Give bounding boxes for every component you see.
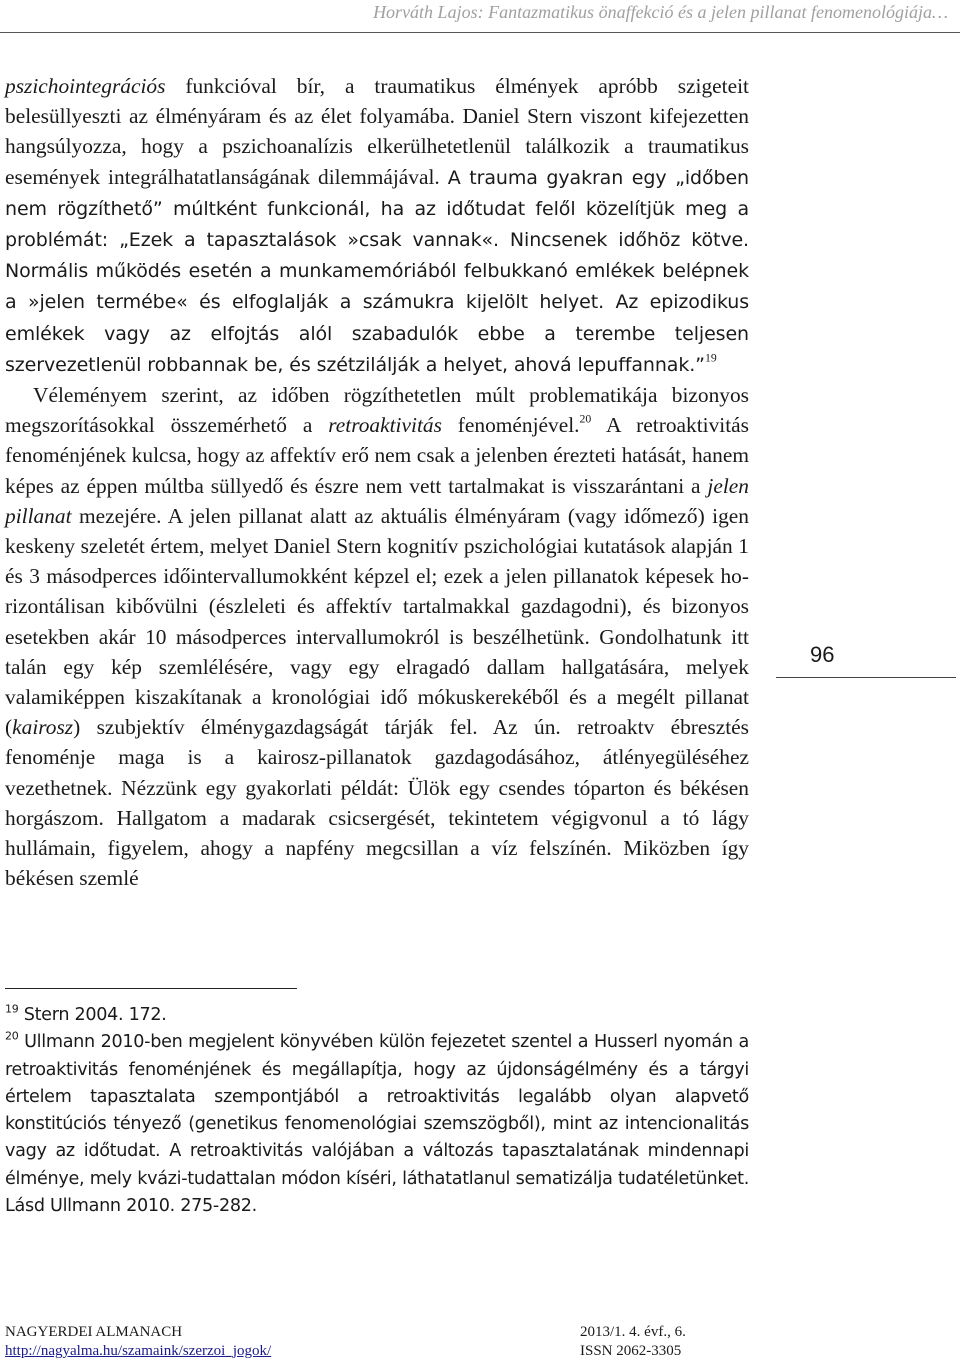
footnote-ref-19[interactable]: 19 bbox=[704, 351, 717, 365]
text-span: funkcióval bír, a traumatikus élmények apróbb szigeteit belesüllyeszti az élményáram és az élet folyamába. Daniel Stern viszont kifejezetten hangsúlyozza, hogy a pszichoanalízis elkerülhetetlenül találkozik a traumatikus események integrálhatatlanságának dilemmájával. bbox=[5, 74, 749, 189]
italic-term: pszichointegrációs bbox=[5, 74, 166, 98]
italic-term: retroaktivitás bbox=[328, 413, 442, 438]
footnote-19 bbox=[5, 1002, 749, 1029]
paragraph-1 bbox=[5, 71, 749, 380]
journal-link[interactable]: http://nagyalma.hu/szamaink/szerzoi_jogok/ bbox=[5, 1343, 272, 1359]
footnote-divider bbox=[5, 988, 297, 989]
footnote-text: Stern 2004. 172. bbox=[23, 1005, 167, 1025]
body-text bbox=[5, 71, 749, 893]
quotation-span: Normális működés esetén a munkamemóriából felbukkanó emlékek belépnek a »jelen termébe« és elfoglalják a számukra kijelölt helyet. bbox=[5, 260, 749, 314]
quotation-span: A trauma gyakran egy „időben nem rögzíthető” múltként funkcionál, ha az időtudat felől közelítjük meg a problémát: „Ezek a tapasztalások »csak vannak«. Nincsenek időhöz kötve. bbox=[5, 166, 749, 252]
text-span: A retroaktivitás fenoménjének kulcsa, hogy az affektív erő nem csak a jelenben érezteti hatását, hanem képes az éppen múltba süllyedő és észre nem vett tartalmakat is visszarántani a bbox=[5, 413, 750, 498]
page-number: 96 bbox=[810, 642, 835, 667]
text-span: fenoménjével. bbox=[441, 413, 580, 438]
footnote-text: Ullmann 2010-ben megjelent könyvében külön fejezetet szentel a Husserl nyomán a retroaktivitás fenoménjének és megállapítja, hogy az újdonságélmény és a tárgyi értelem tapasztalata szempontjából a retroaktivitás legalább olyan alapvető konstitúciós tényező (genetikus fenomenológiai szemszögből), mint az intencionalitás vagy az időtudat. A retroaktivitás valójában a változás tapasztalatának mindennapi élménye, mely kvázi-tudattalan módon kíséri, láthatatlanul sematizálja tudatéletünket. Lásd Ullmann 2010. 275-282. bbox=[5, 1032, 749, 1217]
issue-info: 2013/1. 4. évf., 6. bbox=[580, 1324, 686, 1340]
text-span: ) szubjektív élménygazdagságát tárják fel. Az ún. retroaktv ébresztés fenoménje maga is a kairosz-pillanatok gazdagodásához, átlényegüléséhez vezethetnek. Nézzünk egy gyakorlati példát: Ülök egy csendes tóparton és békésen horgászom. Hallgatom a madarak csicsergését, tekintetem végigvonul a tó lágy hullámain, figyelem, ahogy a napfény megcsillan a víz felszínén. Miközben így békésen szemlé bbox=[5, 715, 749, 891]
italic-term: jelen pillanat bbox=[5, 473, 749, 528]
footnote-ref-20[interactable]: 20 bbox=[579, 412, 592, 426]
paragraph-2 bbox=[5, 380, 749, 893]
running-header: Horváth Lajos: Fantazmatikus önaffekció és a jelen pillanat fenomenológiája… bbox=[373, 2, 948, 22]
journal-name: NAGYERDEI ALMANACH bbox=[5, 1324, 183, 1340]
text-span: Véleményem szerint, az időben rögzíthetetlen múlt problematikája bizonyos megszorításokkal összemérhető a bbox=[5, 383, 749, 438]
italic-term: kairosz bbox=[12, 715, 74, 740]
footnote-mark: 20 bbox=[5, 1029, 19, 1043]
footnotes bbox=[5, 1002, 749, 1220]
footnote-20 bbox=[5, 1029, 749, 1220]
issn: ISSN 2062-3305 bbox=[580, 1343, 682, 1359]
header-divider bbox=[0, 32, 960, 33]
page-number-divider bbox=[776, 677, 956, 678]
quotation-span: Az epizodikus emlékek vagy az elfojtás alól szabadulók ebbe a terembe teljesen szervezetlenül robbannak be, és szétzilálják a helyet, ahová lepuffannak.” bbox=[5, 291, 749, 376]
footnote-mark: 19 bbox=[5, 1002, 19, 1016]
text-span: mezejére. A jelen pillanat alatt az aktuális élményáram (vagy időmező) igen keskeny szeletét értem, melyet Daniel Stern kognitív pszichológiai kutatások alapján 1 és 3 másodperces időintervallumokként képzel el; ezek a jelen pillanatok képesek horizontálisan kibővülni (észleleti és affektív tartalmakkal gazdagodni), és bizonyos esetekben akár 10 másodperces intervallumokról is beszélhetünk. Gondolhatunk itt talán egy kép szemlélésére, vagy egy elragadó dallam hallgatására, melyek valamiképpen kiszakítanak a kronológiai idő mókuskerekéből és a megélt pillanat ( bbox=[5, 503, 749, 740]
